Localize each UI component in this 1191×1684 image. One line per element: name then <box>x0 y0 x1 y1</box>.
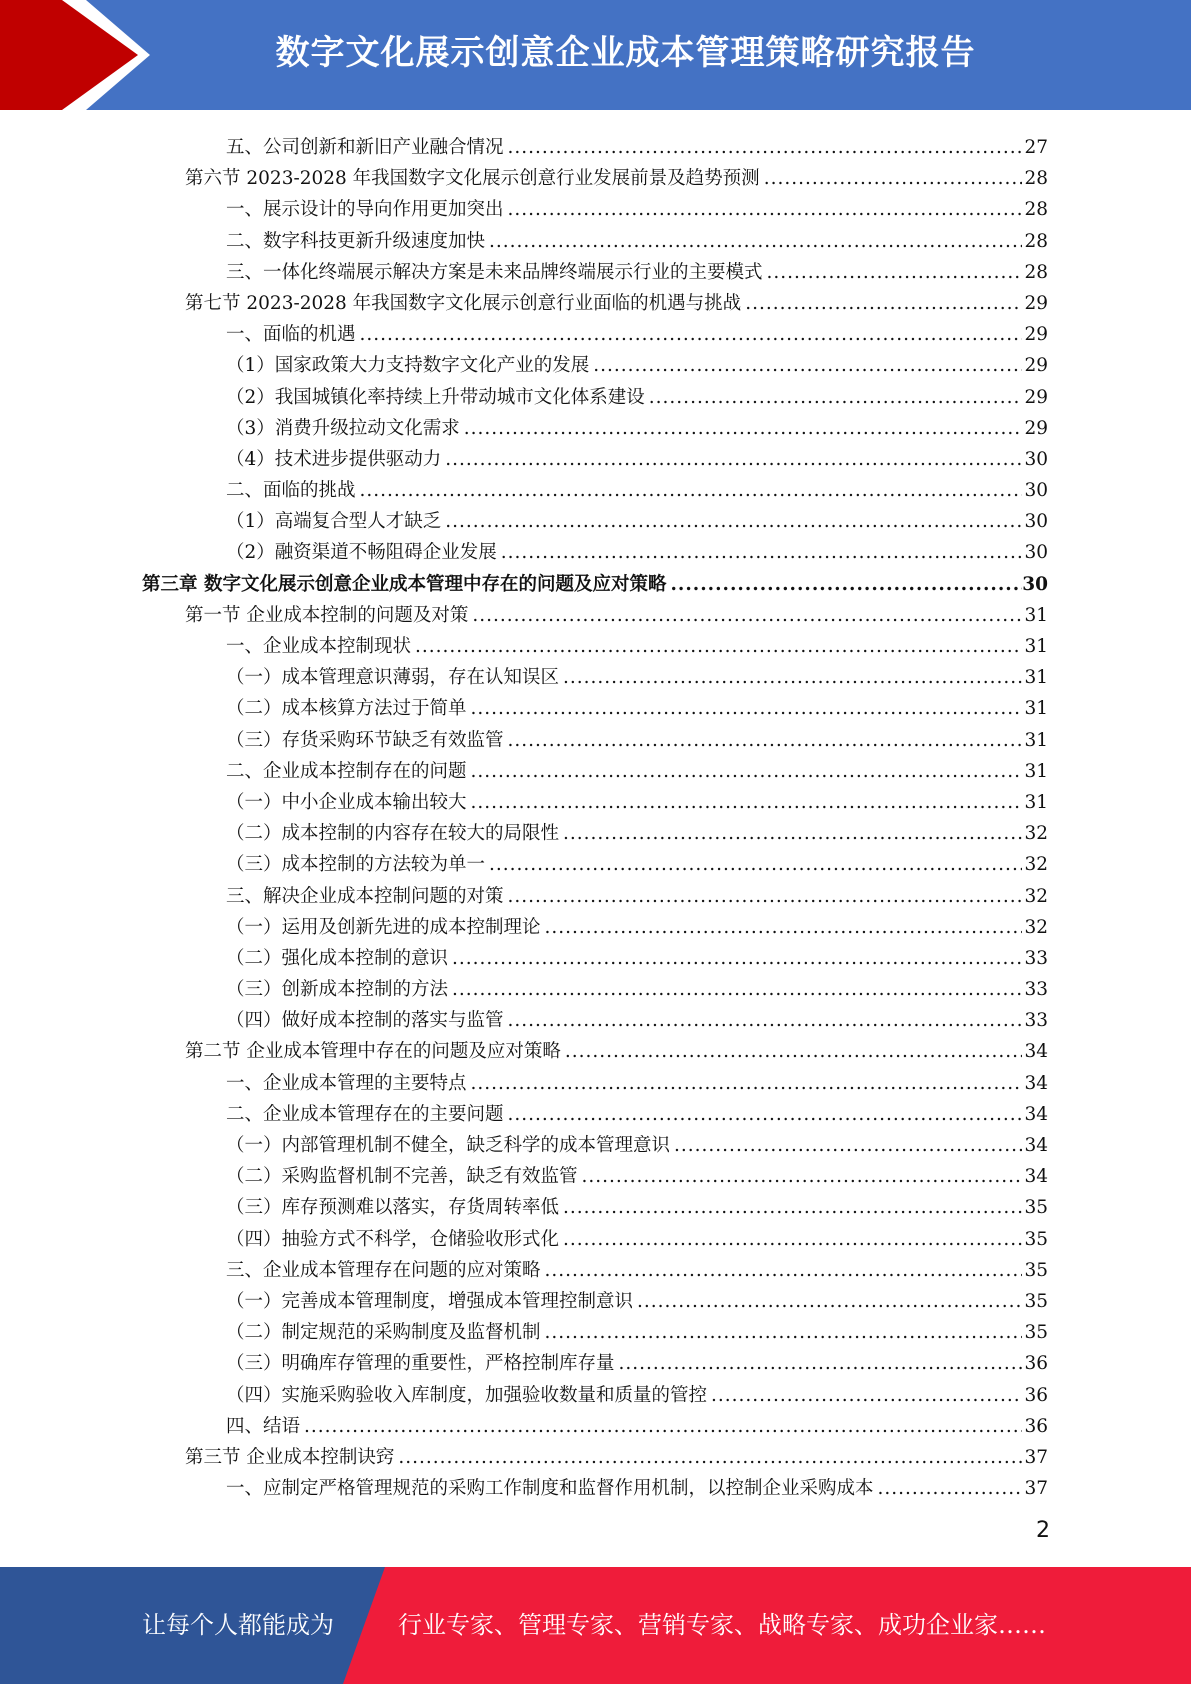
toc-entry[interactable] <box>0 1282 1191 1313</box>
toc-page-number: 36 <box>1024 1384 1048 1406</box>
table-of-contents <box>0 128 1191 1500</box>
toc-entry-title: （三）库存预测难以落实，存货周转率低 <box>226 1197 560 1219</box>
toc-dot-leader <box>563 1197 1022 1219</box>
toc-entry-title: 第三章 数字文化展示创意企业成本管理中存在的问题及应对策略 <box>142 573 667 595</box>
toc-entry[interactable] <box>0 814 1191 845</box>
toc-dot-leader <box>619 1353 1022 1375</box>
toc-page-number: 34 <box>1024 1072 1048 1094</box>
toc-entry-title: （3）消费升级拉动文化需求 <box>226 417 460 439</box>
toc-page-number: 32 <box>1024 885 1048 907</box>
toc-entry-title: 五、公司创新和新旧产业融合情况 <box>226 137 504 158</box>
toc-dot-leader <box>593 355 1022 377</box>
toc-dot-leader <box>563 823 1022 845</box>
toc-page-number: 36 <box>1024 1415 1048 1437</box>
toc-dot-leader <box>501 542 1022 564</box>
toc-entry-title: （三）存货采购环节缺乏有效监管 <box>226 729 504 751</box>
toc-entry-title: （三）明确库存管理的重要性，严格控制库存量 <box>226 1353 615 1375</box>
report-title: 数字文化展示创意企业成本管理策略研究报告 <box>275 33 976 73</box>
toc-dot-leader <box>878 1478 1022 1500</box>
toc-page-number: 32 <box>1024 854 1048 876</box>
toc-dot-leader <box>545 1260 1022 1282</box>
toc-dot-leader <box>452 948 1022 970</box>
toc-page-number: 31 <box>1024 760 1048 782</box>
toc-entry-title: 一、面临的机遇 <box>226 324 356 346</box>
toc-entry[interactable] <box>0 1157 1191 1188</box>
toc-dot-leader <box>471 698 1022 720</box>
toc-page-number: 27 <box>1024 137 1048 158</box>
toc-entry[interactable] <box>0 222 1191 253</box>
toc-entry-title: （1）高端复合型人才缺乏 <box>226 511 442 533</box>
toc-entry[interactable] <box>0 346 1191 377</box>
toc-dot-leader <box>670 574 1022 596</box>
toc-entry[interactable] <box>0 190 1191 221</box>
toc-dot-leader <box>471 761 1022 783</box>
toc-entry-title: （一）完善成本管理制度，增强成本管理控制意识 <box>226 1290 634 1312</box>
page-number: 2 <box>1036 1518 1050 1543</box>
toc-page-number: 28 <box>1024 261 1048 283</box>
toc-page-number: 31 <box>1024 636 1048 657</box>
toc-entry-title: 二、企业成本管理存在的主要问题 <box>226 1103 504 1125</box>
toc-entry[interactable] <box>0 908 1191 939</box>
toc-entry[interactable] <box>0 1064 1191 1095</box>
toc-entry-title: （2）融资渠道不畅阻碍企业发展 <box>226 542 497 564</box>
toc-page-number: 30 <box>1022 573 1048 595</box>
page-header <box>0 0 1191 110</box>
toc-entry[interactable] <box>0 1469 1191 1500</box>
toc-page-number: 35 <box>1024 1322 1048 1344</box>
toc-dot-leader <box>764 168 1022 190</box>
toc-entry-title: （一）内部管理机制不健全，缺乏科学的成本管理意识 <box>226 1135 671 1156</box>
toc-entry[interactable] <box>0 1313 1191 1344</box>
toc-dot-leader <box>360 480 1022 502</box>
toc-entry[interactable] <box>0 1220 1191 1251</box>
toc-entry-title: （四）实施采购验收入库制度，加强验收数量和质量的管控 <box>226 1384 708 1406</box>
toc-entry-title: 第二节 企业成本管理中存在的问题及应对策略 <box>185 1041 561 1063</box>
toc-page-number: 29 <box>1024 324 1048 346</box>
toc-dot-leader <box>745 293 1022 315</box>
toc-dot-leader <box>508 137 1022 159</box>
toc-dot-leader <box>445 449 1022 471</box>
toc-page-number: 31 <box>1024 667 1048 689</box>
toc-entry[interactable] <box>0 1344 1191 1375</box>
toc-page-number: 31 <box>1024 729 1048 751</box>
toc-dot-leader <box>508 199 1022 221</box>
toc-page-number: 37 <box>1024 1478 1048 1500</box>
toc-entry-title: 第六节 2023-2028 年我国数字文化展示创意行业发展前景及趋势预测 <box>185 168 760 190</box>
toc-entry[interactable] <box>0 315 1191 346</box>
toc-entry[interactable] <box>0 533 1191 564</box>
toc-entry-title: （1）国家政策大力支持数字文化产业的发展 <box>226 355 590 377</box>
toc-section-entry[interactable] <box>0 159 1191 190</box>
toc-entry-title: 一、展示设计的导向作用更加突出 <box>226 199 504 221</box>
toc-entry-title: （二）成本控制的内容存在较大的局限性 <box>226 823 560 845</box>
toc-page-number: 37 <box>1024 1446 1048 1468</box>
toc-entry-title: （一）中小企业成本输出较大 <box>226 791 467 813</box>
toc-section-entry[interactable] <box>0 1032 1191 1063</box>
toc-entry-title: 四、结语 <box>226 1415 301 1437</box>
toc-dot-leader <box>398 1447 1022 1469</box>
toc-entry[interactable] <box>0 783 1191 814</box>
toc-entry[interactable] <box>0 658 1191 689</box>
toc-entry[interactable] <box>0 689 1191 720</box>
toc-page-number: 28 <box>1024 199 1048 221</box>
toc-page-number: 34 <box>1024 1103 1048 1125</box>
toc-entry-title: （三）成本控制的方法较为单一 <box>226 854 486 876</box>
toc-dot-leader <box>582 1166 1022 1188</box>
toc-page-number: 29 <box>1024 417 1048 439</box>
toc-entry-title: 一、应制定严格管理规范的采购工作制度和监督作用机制，以控制企业采购成本 <box>226 1478 874 1500</box>
toc-entry-title: 二、面临的挑战 <box>226 480 356 502</box>
toc-dot-leader <box>489 854 1022 876</box>
toc-page-number: 28 <box>1024 230 1048 252</box>
toc-dot-leader <box>508 1010 1022 1032</box>
toc-dot-leader <box>471 792 1022 814</box>
toc-entry[interactable] <box>0 378 1191 409</box>
toc-entry-title: （三）创新成本控制的方法 <box>226 979 449 1001</box>
toc-entry[interactable] <box>0 752 1191 783</box>
toc-chapter-entry[interactable] <box>0 565 1191 596</box>
toc-page-number: 32 <box>1024 916 1048 938</box>
toc-page-number: 30 <box>1024 511 1048 533</box>
toc-section-entry[interactable] <box>0 1438 1191 1469</box>
toc-page-number: 33 <box>1024 947 1048 969</box>
toc-page-number: 30 <box>1024 448 1048 470</box>
toc-page-number: 29 <box>1024 386 1048 408</box>
toc-entry[interactable] <box>0 471 1191 502</box>
toc-entry-title: 二、数字科技更新升级速度加快 <box>226 230 486 252</box>
toc-dot-leader <box>637 1291 1022 1313</box>
toc-page-number: 36 <box>1024 1353 1048 1375</box>
toc-page-number: 35 <box>1024 1197 1048 1219</box>
toc-entry[interactable] <box>0 1376 1191 1407</box>
toc-page-number: 35 <box>1024 1228 1048 1250</box>
toc-dot-leader <box>711 1385 1022 1407</box>
toc-dot-leader <box>489 231 1022 253</box>
toc-entry[interactable] <box>0 877 1191 908</box>
toc-dot-leader <box>674 1135 1022 1157</box>
toc-dot-leader <box>452 979 1022 1001</box>
toc-entry-title: 三、解决企业成本控制问题的对策 <box>226 885 504 907</box>
toc-entry[interactable] <box>0 939 1191 970</box>
toc-entry-title: （一）运用及创新先进的成本控制理论 <box>226 916 541 938</box>
toc-entry-title: （四）做好成本控制的落实与监管 <box>226 1010 504 1032</box>
toc-entry[interactable] <box>0 253 1191 284</box>
toc-page-number: 31 <box>1024 698 1048 720</box>
toc-entry-title: （二）成本核算方法过于简单 <box>226 698 467 720</box>
toc-entry-title: 第三节 企业成本控制诀窍 <box>185 1446 395 1468</box>
toc-entry-title: （2）我国城镇化率持续上升带动城市文化体系建设 <box>226 386 645 408</box>
toc-entry-title: （二）制定规范的采购制度及监督机制 <box>226 1322 541 1344</box>
toc-dot-leader <box>508 1104 1022 1126</box>
toc-entry[interactable] <box>0 1001 1191 1032</box>
toc-entry-title: 三、企业成本管理存在问题的应对策略 <box>226 1259 541 1281</box>
toc-dot-leader <box>415 636 1022 658</box>
toc-entry[interactable] <box>0 1095 1191 1126</box>
toc-entry-title: 二、企业成本控制存在的问题 <box>226 760 467 782</box>
footer-slogan-right: 行业专家、管理专家、营销专家、战略专家、成功企业家…… <box>398 1611 1046 1639</box>
toc-page-number: 33 <box>1024 979 1048 1001</box>
toc-dot-leader <box>471 1073 1022 1095</box>
toc-page-number: 32 <box>1024 823 1048 845</box>
toc-entry[interactable] <box>0 409 1191 440</box>
toc-entry-title: （一）成本管理意识薄弱，存在认知误区 <box>226 667 560 689</box>
toc-page-number: 31 <box>1024 604 1048 626</box>
toc-entry-title: （二）采购监督机制不完善，缺乏有效监管 <box>226 1166 578 1188</box>
toc-entry-title: 一、企业成本管理的主要特点 <box>226 1072 467 1094</box>
toc-dot-leader <box>360 324 1022 346</box>
toc-entry[interactable] <box>0 970 1191 1001</box>
toc-dot-leader <box>563 667 1022 689</box>
toc-entry-title: （四）抽验方式不科学，仓储验收形式化 <box>226 1228 560 1250</box>
toc-page-number: 35 <box>1024 1290 1048 1312</box>
toc-dot-leader <box>445 511 1022 533</box>
toc-entry[interactable] <box>0 721 1191 752</box>
toc-dot-leader <box>545 1322 1022 1344</box>
toc-entry[interactable] <box>0 1407 1191 1438</box>
toc-entry[interactable] <box>0 1126 1191 1157</box>
toc-entry-title: 第七节 2023-2028 年我国数字文化展示创意行业面临的机遇与挑战 <box>185 292 742 314</box>
toc-entry[interactable] <box>0 440 1191 471</box>
toc-dot-leader <box>767 262 1022 284</box>
toc-page-number: 34 <box>1024 1166 1048 1188</box>
toc-entry[interactable] <box>0 128 1191 159</box>
toc-entry-title: 一、企业成本控制现状 <box>226 636 412 657</box>
toc-page-number: 29 <box>1024 292 1048 314</box>
toc-dot-leader <box>565 1041 1022 1063</box>
header-red-chevron <box>0 0 138 110</box>
toc-page-number: 30 <box>1024 542 1048 564</box>
toc-section-entry[interactable] <box>0 596 1191 627</box>
page-footer <box>0 1567 1191 1684</box>
toc-page-number: 35 <box>1024 1259 1048 1281</box>
toc-entry[interactable] <box>0 627 1191 658</box>
toc-page-number: 34 <box>1024 1135 1048 1156</box>
toc-dot-leader <box>545 917 1022 939</box>
toc-entry[interactable] <box>0 502 1191 533</box>
toc-dot-leader <box>649 387 1022 409</box>
toc-page-number: 31 <box>1024 791 1048 813</box>
toc-entry[interactable] <box>0 1251 1191 1282</box>
toc-entry-title: 三、一体化终端展示解决方案是未来品牌终端展示行业的主要模式 <box>226 261 763 283</box>
toc-dot-leader <box>508 886 1022 908</box>
toc-entry[interactable] <box>0 1188 1191 1219</box>
toc-page-number: 29 <box>1024 355 1048 377</box>
footer-slogan-left: 让每个人都能成为 <box>142 1611 334 1639</box>
toc-page-number: 33 <box>1024 1010 1048 1032</box>
toc-page-number: 34 <box>1024 1041 1048 1063</box>
toc-dot-leader <box>304 1416 1022 1438</box>
toc-entry-title: 第一节 企业成本控制的问题及对策 <box>185 604 469 626</box>
toc-page-number: 28 <box>1024 168 1048 190</box>
toc-dot-leader <box>472 605 1022 627</box>
toc-entry[interactable] <box>0 845 1191 876</box>
toc-dot-leader <box>563 1229 1022 1251</box>
toc-dot-leader <box>508 730 1022 752</box>
toc-section-entry[interactable] <box>0 284 1191 315</box>
toc-dot-leader <box>464 418 1022 440</box>
toc-page-number: 30 <box>1024 480 1048 502</box>
toc-entry-title: （二）强化成本控制的意识 <box>226 947 449 969</box>
toc-entry-title: （4）技术进步提供驱动力 <box>226 448 442 470</box>
